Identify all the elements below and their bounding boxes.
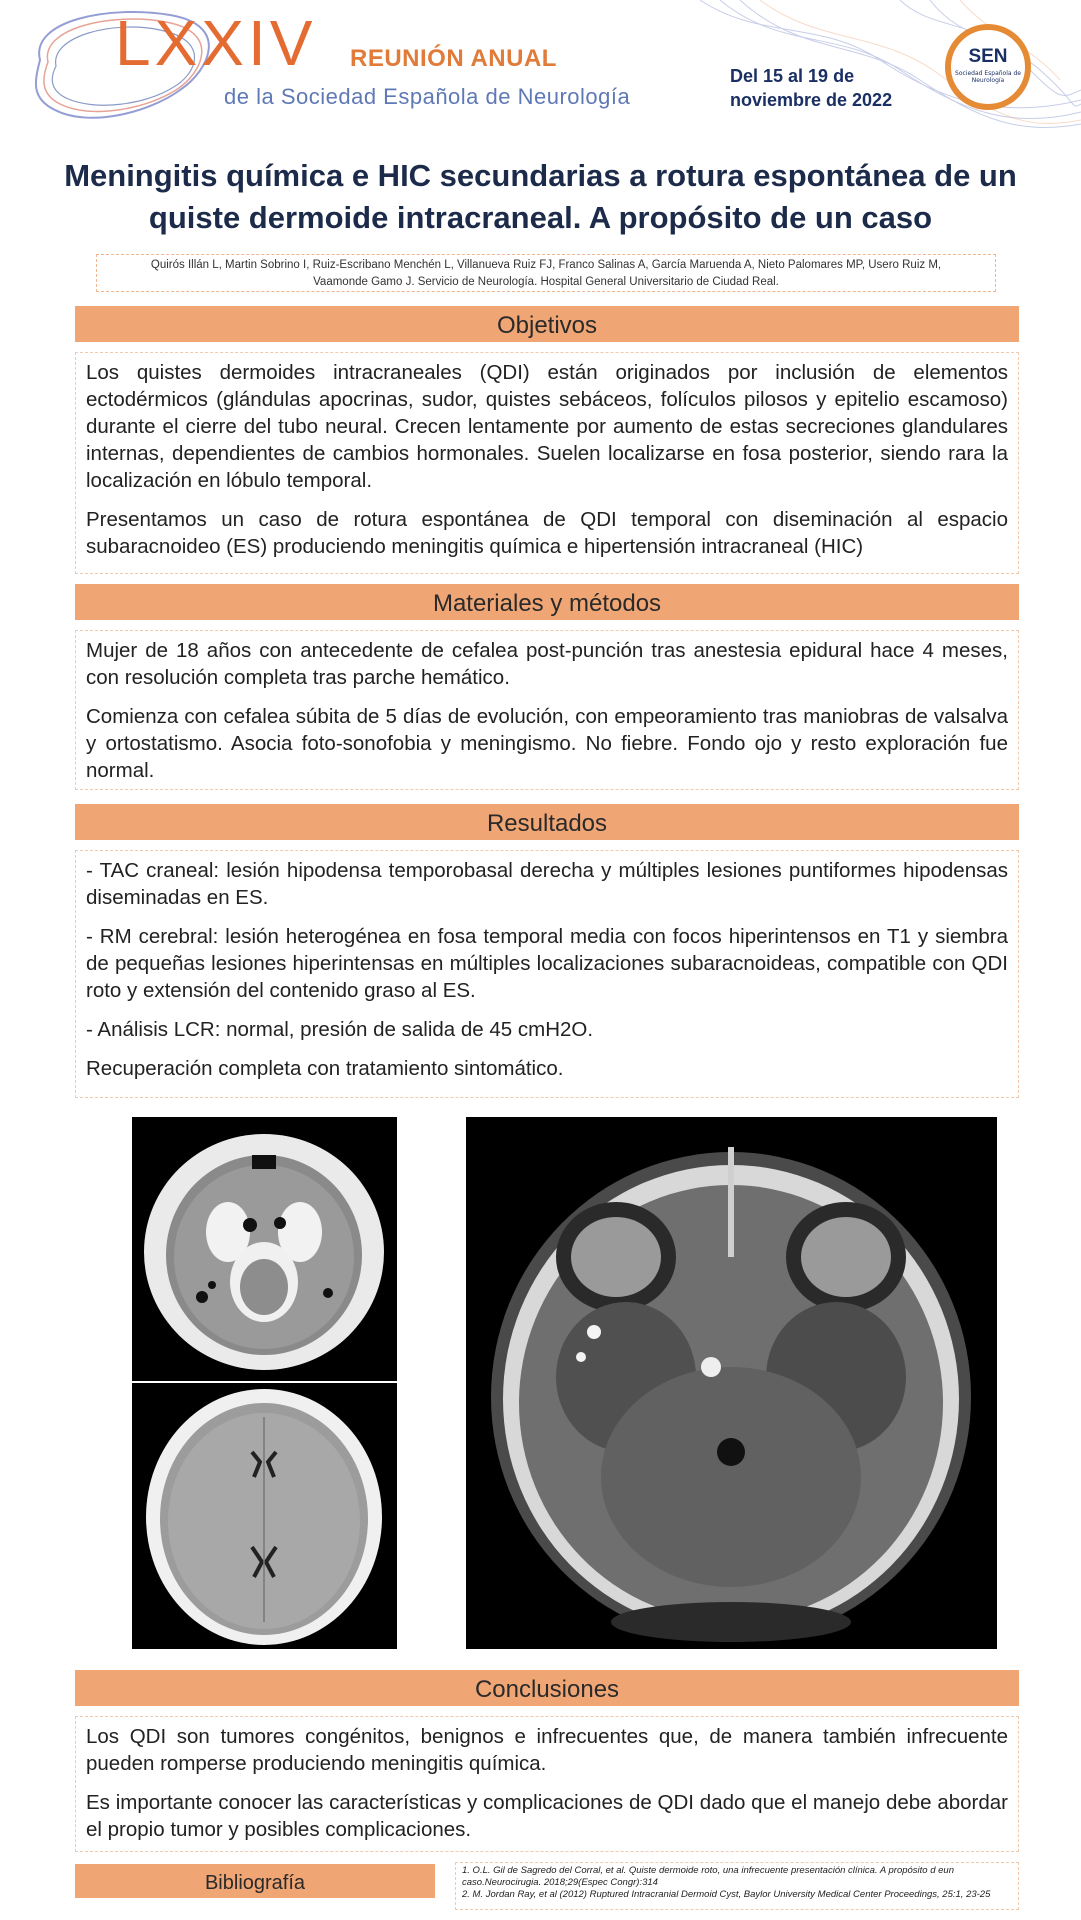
meeting-label: REUNIÓN ANUAL	[350, 45, 557, 72]
society-name: de la Sociedad Española de Neurología	[224, 84, 631, 109]
resultados-paragraph-4: Recuperación completa con tratamiento sintomático.	[86, 1057, 564, 1080]
materiales-paragraph-2: Comienza con cefalea súbita de 5 días de evolución, con empeoramiento tras maniobras de valsalva y ortostatismo. Asocia foto-sonofobia y meningismo. No fiebre. Fondo ojo y resto exploración fue normal.	[86, 705, 1008, 782]
section-heading-objetivos: Objetivos	[75, 306, 1019, 342]
authors-affiliation	[96, 254, 996, 292]
title-line-1: Meningitis química e HIC secundarias a rotura espontánea de un	[64, 158, 1017, 193]
section-heading-resultados: Resultados	[75, 804, 1019, 840]
sen-logo-acronym: SEN	[968, 46, 1008, 67]
poster-title	[30, 155, 1051, 239]
section-heading-materiales: Materiales y métodos	[75, 584, 1019, 620]
section-body-materiales	[75, 630, 1019, 790]
authors-line-2: Vaamonde Gamo J. Servicio de Neurología. Hospital General Universitario de Ciudad Real.	[313, 276, 779, 288]
bibliography-ref-2: 2. M. Jordan Ray, et al (2012) Ruptured Intracranial Dermoid Cyst, Baylor University Medical Center Proceedings, 25:1, 23-25	[462, 1889, 991, 1900]
conclusiones-paragraph-2: Es importante conocer las características y complicaciones de QDI dado que el manejo debe abordar el propio tumor y posibles complicaciones.	[86, 1791, 1008, 1841]
resultados-paragraph-3: - Análisis LCR: normal, presión de salida de 45 cmH2O.	[86, 1018, 594, 1041]
sen-logo-subtitle: Sociedad Española de Neurología	[955, 70, 1021, 84]
event-dates	[730, 64, 892, 112]
authors-line-1: Quirós Illán L, Martin Sobrino I, Ruiz-Escribano Menchén L, Villanueva Ruiz FJ, Franco Salinas A, García Maruenda A, Nieto Palomares MP, Usero Ruiz M,	[150, 259, 942, 271]
section-heading-conclusiones: Conclusiones	[75, 1670, 1019, 1706]
title-line-2: quiste dermoide intracraneal. A propósito de un caso	[148, 200, 933, 235]
section-heading-bibliografia: Bibliografía	[75, 1864, 435, 1898]
mri-scan-image	[466, 1117, 997, 1649]
objetivos-paragraph-2: Presentamos un caso de rotura espontánea de QDI temporal con diseminación al espacio subaracnoideo (ES) produciendo meningitis química e hipertensión intracraneal (HIC)	[86, 508, 1008, 558]
section-body-objetivos	[75, 352, 1019, 574]
conclusiones-paragraph-1: Los QDI son tumores congénitos, benignos e infrecuentes que, de manera también infrecuente pueden romperse produciendo meningitis química.	[86, 1725, 1008, 1775]
sen-logo	[945, 24, 1031, 110]
mri-scan-illustration	[466, 1117, 997, 1649]
section-body-conclusiones	[75, 1716, 1019, 1852]
dates-line-1: Del 15 al 19 de	[730, 66, 855, 86]
edition-numeral: LXXIV	[115, 7, 317, 79]
bibliography-list	[455, 1862, 1019, 1910]
ct-scan-images	[132, 1117, 397, 1649]
section-body-resultados	[75, 850, 1019, 1098]
resultados-paragraph-1: - TAC craneal: lesión hipodensa temporobasal derecha y múltiples lesiones puntiformes hipodensas diseminadas en ES.	[86, 859, 1008, 909]
ct-scan-illustration	[132, 1117, 397, 1649]
bibliography-ref-1: 1. O.L. Gil de Sagredo del Corral, et al. Quiste dermoide roto, una infrecuente presentación clínica. A propósito d eun caso.Neurocirugia. 2018;29(Espec Congr):314	[462, 1865, 954, 1888]
materiales-paragraph-1: Mujer de 18 años con antecedente de cefalea post-punción tras anestesia epidural hace 4 meses, con resolución completa tras parche hemático.	[86, 639, 1008, 689]
resultados-paragraph-2: - RM cerebral: lesión heterogénea en fosa temporal media con focos hiperintensos en T1 y siembra de pequeñas lesiones hiperintensas en múltiples localizaciones subaracnoideas, compatible con QDI roto y extensión del contenido graso al ES.	[86, 925, 1008, 1002]
conference-header	[0, 0, 1081, 140]
objetivos-paragraph-1: Los quistes dermoides intracraneales (QDI) están originados por inclusión de elementos ectodérmicos (glándulas apocrinas, sudor, quistes sebáceos, folículos pilosos y epitelio escamoso) durante el cierre del tubo neural. Crecen lentamente por aumento de estas secreciones glandulares internas, dependientes de cambios hormonales. Suelen localizarse en fosa posterior, siendo rara la localización en lóbulo temporal.	[86, 361, 1008, 492]
dates-line-2: noviembre de 2022	[730, 90, 893, 110]
